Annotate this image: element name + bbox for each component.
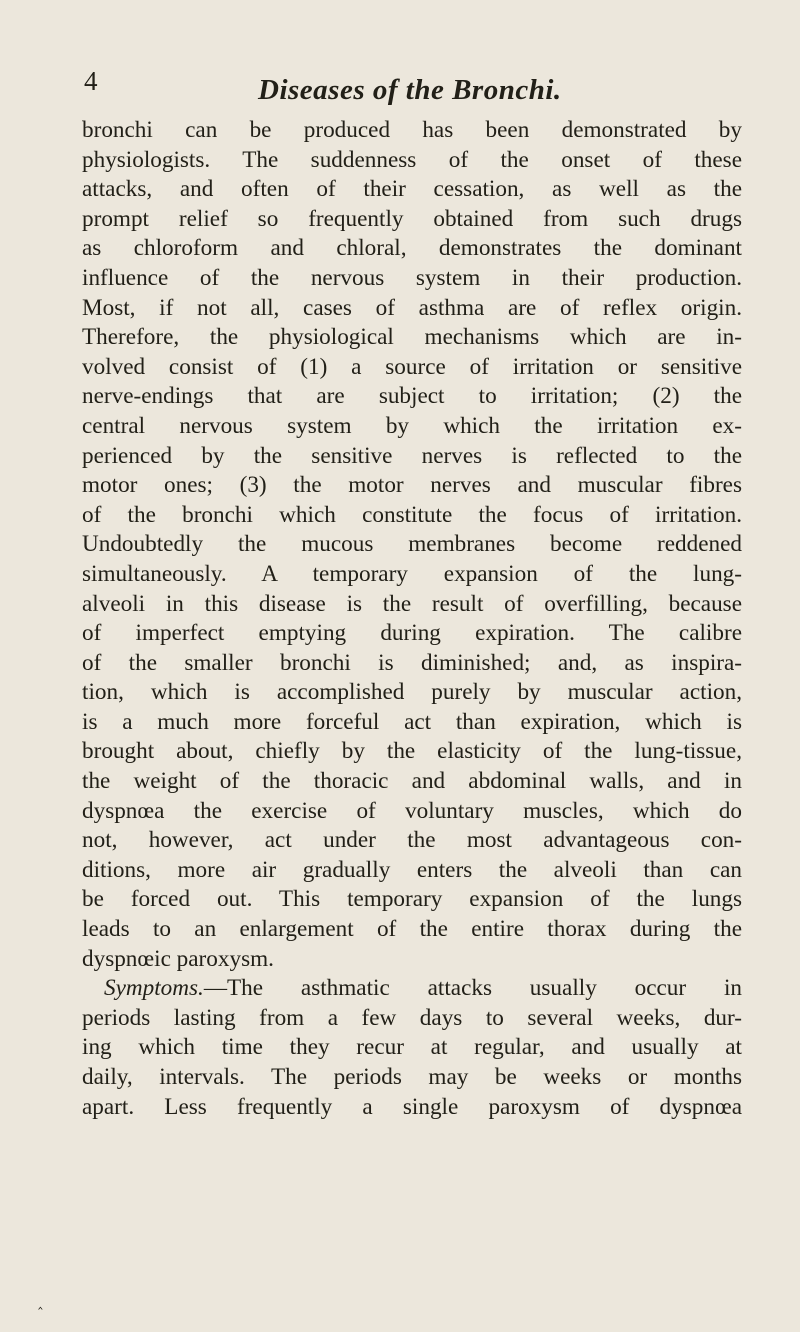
- text-line: Therefore, the physiological mechanisms which are in-: [82, 324, 742, 351]
- text-line: ditions, more air gradually enters the alveoli than can: [82, 856, 742, 883]
- text-line: simultaneously. A temporary expansion of the lung-: [82, 560, 742, 587]
- text-line: volved consist of (1) a source of irritation or sensitive: [82, 353, 742, 380]
- text-line: of imperfect emptying during expiration. The calibre: [82, 620, 742, 647]
- text-line: periods lasting from a few days to several weeks, dur-: [82, 1004, 742, 1031]
- margin-mark: ‸: [38, 1295, 43, 1310]
- text-line: dyspnœa the exercise of voluntary muscles, which do: [82, 797, 742, 824]
- text-line: is a much more forceful act than expiration, which is: [82, 708, 742, 735]
- text-line: apart. Less frequently a single paroxysm of dyspnœa: [82, 1093, 742, 1120]
- text-line: central nervous system by which the irritation ex-: [82, 412, 742, 439]
- text-line: daily, intervals. The periods may be weeks or months: [82, 1064, 742, 1090]
- text-line: leads to an enlargement of the entire thorax during the: [82, 916, 742, 943]
- text-line: nerve-endings that are subject to irritation; (2) the: [82, 383, 742, 410]
- text-line: be forced out. This temporary expansion of the lungs: [82, 886, 742, 913]
- symptoms-paragraph-first-line: [82, 974, 742, 1004]
- text-line: tion, which is accomplished purely by muscular action,: [82, 679, 742, 706]
- text-line: motor ones; (3) the motor nerves and muscular fibres: [82, 472, 742, 499]
- text-line: influence of the nervous system in their production.: [82, 264, 742, 291]
- paragraph-end-line: dyspnœic paroxysm.: [82, 945, 274, 972]
- text-line: physiologists. The suddenness of the onset of these: [82, 146, 742, 173]
- text-line: attacks, and often of their cessation, as well as the: [82, 176, 742, 203]
- symptoms-first-line-text: —The asthmatic attacks usually occur in: [203, 975, 742, 1002]
- text-line: bronchi can be produced has been demonstrated by: [82, 117, 742, 143]
- text-line: ing which time they recur at regular, and usually at: [82, 1034, 742, 1061]
- text-line: brought about, chiefly by the elasticity of the lung-tissue,: [82, 738, 742, 765]
- symptoms-heading: Symptoms.: [104, 975, 204, 1002]
- text-line: of the bronchi which constitute the focus of irritation.: [82, 501, 742, 528]
- text-line: alveoli in this disease is the result of overfilling, because: [82, 590, 742, 617]
- text-line: Most, if not all, cases of asthma are of reflex origin.: [82, 294, 742, 321]
- text-line: the weight of the thoracic and abdominal walls, and in: [82, 768, 742, 795]
- text-line: prompt relief so frequently obtained from such drugs: [82, 205, 742, 232]
- page-number: 4: [84, 66, 98, 96]
- text-line: of the smaller bronchi is diminished; and, as inspira-: [82, 649, 742, 676]
- body-text: [82, 116, 742, 1122]
- text-line: Undoubtedly the mucous membranes become reddened: [82, 531, 742, 558]
- running-head-title: Diseases of the Bronchi.: [258, 74, 562, 106]
- text-line: perienced by the sensitive nerves is reflected to the: [82, 442, 742, 469]
- text-line: not, however, act under the most advantageous con-: [82, 827, 742, 854]
- text-line: as chloroform and chloral, demonstrates the dominant: [82, 235, 742, 262]
